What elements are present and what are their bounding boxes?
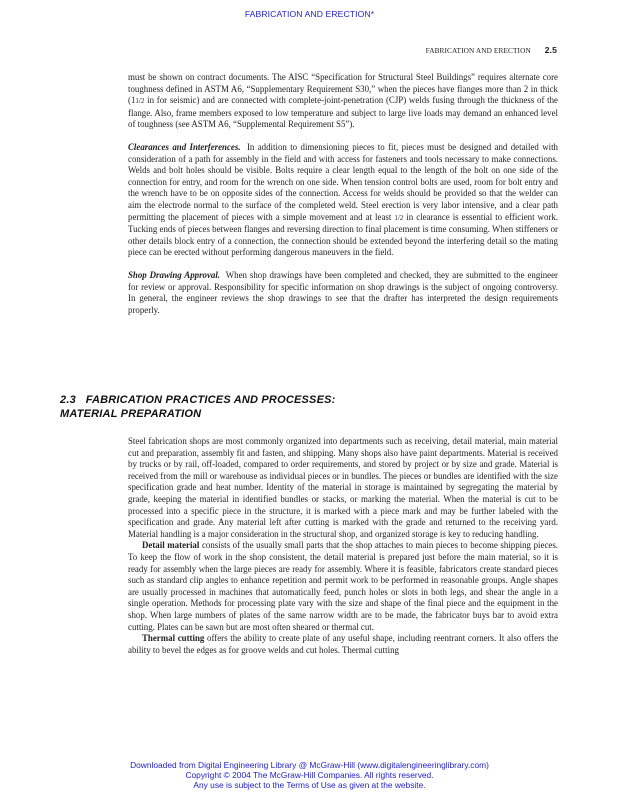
upper-text-column [128, 72, 558, 316]
continuation-text-b: in for seismic) and are connected with complete-joint-penetration (CJP) welds fusing through the thickness of the flange. Also, frame members exposed to low temperature and subject to large live loads may demand an enhanced level of toughness (see ASTM A6, “Supplemental Requirement S5”). [128, 95, 558, 130]
page-number: 2.5 [544, 45, 557, 55]
thermal-cutting-text: offers the ability to create plate of any useful shape, including reentrant corners. It also offers the ability to bevel the edges as for groove welds and cut holes. Thermal cutting [128, 633, 559, 655]
detail-material-term: Detail material [142, 540, 200, 551]
body-paragraph-1: Steel fabrication shops are most commonly organized into departments such as receiving, detail material, main material cut and preparation, assembly fit and fasten, and shipping. Many shops also have paint departments. Material is received by trucks or by rail, off-loaded, compared to order requirements, and stored by project or by size and grade. Material is received from the mill or warehouse as individual pieces or in bundles. The pieces or bundles are identified with the size specification grade and heat number. Identity of the material in storage is maintained by segregating the material by grade, keeping the material in identified bundles or stacks, or marking the material. When the material is cut to be processed into a specific piece in the structure, it is marked with a piece mark and may be further labeled with the specification and grade. Any material left after cutting is marked with the grade and returned to the receiving yard. Material handling is a major consideration in the structural shop, and organized storage is key to reducing handling. [128, 436, 558, 539]
footer-link[interactable]: Downloaded from Digital Engineering Library @ McGraw-Hill (www.digitalengineeringlibrary.com) [130, 760, 489, 770]
shop-drawing-heading: Shop Drawing Approval. [128, 269, 221, 280]
footer-terms: Any use is subject to the Terms of Use as given at the website. [193, 779, 426, 790]
section-title-line2: MATERIAL PREPARATION [60, 407, 202, 420]
running-head-title: FABRICATION AND ERECTION [425, 46, 531, 55]
footer-copyright: Copyright © 2004 The McGraw-Hill Companies. All rights reserved. [185, 769, 434, 780]
thermal-cutting-term: Thermal cutting [142, 633, 205, 644]
body-paragraph-2 [128, 540, 558, 633]
download-footer [0, 761, 619, 790]
detail-material-text: consists of the usually small parts that the shop attaches to main pieces to become shipping pieces. To keep the flow of work in the shop consistent, the detail material is prepared just before the main material, so it is ready for assembly when the large pieces are ready for assembly. Where it is feasible, fabricators create standard pieces such as standard clip angles to enhance repetition and permit work to be performed in reasonable groups. Angle shapes are usually processed in machines that automatically feed, punch holes or slots in both legs, and shear the angle in a single operation. Methods for processing plate vary with the size and shape of the final piece and the equipment in the shop. When large numbers of plates of the same narrow width are to be made, the fabricator buys bar to avoid extra cutting. Plates can be sawn but are most often sheared or thermal cut. [128, 540, 558, 632]
clearances-text-a: In addition to dimensioning pieces to fit, pieces must be designed and detailed with consideration of a path for assembly in the field and with access for fasteners and tools necessary to make connections. Welds and bolt holes should be visible. Bolts require a clear length equal to the length of the bolt on one side of the connection for entry, and room for the wrench on one side. When tension control bolts are used, room for bolt entry and the wrench have to be on opposite sides of the connection. Access for welds should be provided so that the welder can aim the electrode normal to the surface of the completed weld. Steel erection is very labor intensive, and a clear path permitting the placement of pieces with a simple movement and at least [128, 141, 558, 222]
clearances-text-b: in clearance is essential to efficient work. Tucking ends of pieces between flanges and reversing direction to final placement is time consuming. When stiffeners or other details block entry of a connection, the connection should be extended beyond the interfering detail so the mating piece can be erected without performing dangerous maneuvers in the field. [128, 211, 559, 258]
body-paragraph-3 [128, 633, 558, 656]
section-heading [60, 394, 500, 421]
document-banner: FABRICATION AND ERECTION* [244, 9, 375, 19]
clearances-paragraph [128, 142, 558, 259]
section-title-line1: FABRICATION PRACTICES AND PROCESSES: [85, 394, 336, 406]
clearances-heading: Clearances and Interferences. [128, 141, 241, 152]
fraction-half: 1/2 [394, 213, 404, 222]
continuation-paragraph [128, 72, 558, 131]
running-head [426, 45, 557, 55]
shop-drawing-paragraph [128, 270, 558, 316]
shop-drawing-text: When shop drawings have been completed and checked, they are submitted to the engineer for review or approval. Responsibility for specific information on shop drawings is the subject of ongoing controversy. In general, the engineer reviews the shop drawings to see that the drafter has interpreted the design requirements properly. [128, 269, 558, 315]
section-number: 2.3 [60, 394, 76, 406]
continuation-text-a: must be shown on contract documents. The AISC “Specification for Structural Steel Buildings” requires alternate core toughness defined in ASTM A6, “Supplementary Requirement S30,” when the pieces have flanges more than 2 in thick (1 [128, 72, 558, 106]
lower-text-column [128, 436, 558, 656]
fraction-half: 1/2 [135, 97, 145, 106]
